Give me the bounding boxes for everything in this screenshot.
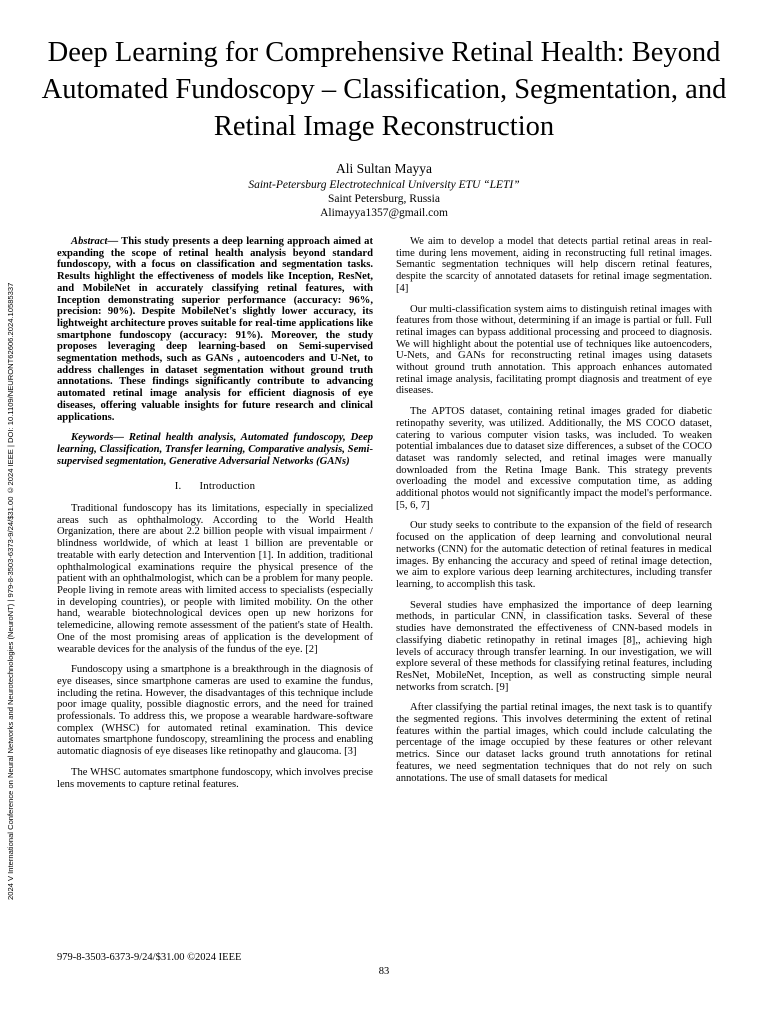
paragraph: We aim to develop a model that detects partial retinal areas in real-time during lens movement, aiding in reconstructing full retinal images. Semantic segmentation techniques will help discern retinal features, despite the scarcity of annotated datasets for retinal image segmentation. [4] bbox=[396, 236, 712, 294]
paragraph: After classifying the partial retinal images, the next task is to quantify the segmented regions. This involves determining the extent of retinal features within the partial images, which could include calculating the percentage of the image occupied by these features or other relevant metrics. Since our dataset lacks ground truth annotations for retinal features, we need segmentation techniques that do not rely on such annotations. The use of small datasets for medical bbox=[396, 702, 712, 784]
author-name: Ali Sultan Mayya bbox=[336, 161, 432, 176]
section-heading-introduction bbox=[57, 481, 373, 493]
doi-sidebar: 2024 V International Conference on Neural Networks and Neurotechnologies (NeuroNT) | 979-8-3503-6373-9/24/$31.00 ©2024 IEEE | DOI: 10.1109/NEURONT62606.2024.10585337 bbox=[6, 282, 15, 900]
author-affiliation: Saint-Petersburg Electrotechnical University ETU “LETI” bbox=[248, 179, 520, 191]
paragraph: Fundoscopy using a smartphone is a breakthrough in the diagnosis of eye diseases, since smartphone cameras are used to examine the fundus, including the retina. However, the disadvantages of this technique include poor image quality, possible diagnostic errors, and the need for trained professionals. To address this, we propose a wearable hardware-software complex (WHSC) for automated retinal examination. This device automates smartphone fundoscopy, streamlining the process and enabling automatic diagnosis of eye diseases like retinopathy and glaucoma. [3] bbox=[57, 664, 373, 758]
section-number: I. bbox=[174, 480, 182, 493]
paragraph: Our multi-classification system aims to distinguish retinal images with features from those without, determining if an image is partial or full. Full retinal images can bypass additional processing and proceed to diagnosis. We will highlight about the potential use of techniques like autoencoders, U-Nets, and GANs for reconstructing retinal images using datasets without ground truth annotation. This approach enhances automated retinal image analysis, facilitating prompt diagnosis and treatment of eye diseases. bbox=[396, 303, 712, 397]
keywords: Keywords— Retinal health analysis, Automated fundoscopy, Deep learning, Classification, Transfer learning, Comparative analysis, Semi-supervised segmentation, Generative Adversarial Networks (GANs) bbox=[57, 432, 373, 467]
paper-title: Deep Learning for Comprehensive Retinal Health: Beyond Automated Fundoscopy – Classification, Segmentation, and Retinal Image Reconstruction bbox=[41, 37, 727, 142]
paragraph: Our study seeks to contribute to the expansion of the field of research focused on the application of deep learning and convolutional neural networks (CNN) for the automatic detection of retinal features in medical images. By enhancing the accuracy and speed of retinal image detection, we aim to explore various deep learning architectures, including transfer learning, to accomplish this task. bbox=[396, 520, 712, 590]
author-location: Saint Petersburg, Russia bbox=[328, 193, 440, 205]
paragraph: Traditional fundoscopy has its limitations, especially in specialized areas such as ophthalmology. According to the World Health Organization, there are about 2.2 billion people with visual impairment / blindness worldwide, of which at least 1 billion are preventable or treatable with early detection and Intervention [1]. In addition, traditional ophthalmological examinations require the physical presence of the patient with an ophthalmologist, which can be a problem for many people. People living in remote areas with limited access to specialists (especially in developing countries), or people with limited mobility. On the other hand, wearable biotechnological devices open up new horizons for telemedicine, allowing remote assessment of the patient's state of Health. One of the most promising areas of application is the development of wearable devices for the analysis of the fundus of the eye. [2] bbox=[57, 503, 373, 655]
abstract-text: This study presents a deep learning approach aimed at expanding the scope of retinal health analysis beyond standard fundoscopy, with a focus on classification and segmentation tasks. Results highlight the effectiveness of models like Inception, ResNet, and MobileNet in accurately classifying retinal features, with Inception demonstrating superior performance (accuracy: 96%, precision: 90%). Despite MobileNet's slightly lower accuracy, its lightweight architecture proves suitable for real-time applications like smartphone fundoscopy (accuracy: 91%). Moreover, the study proposes leveraging deep learning-based on Semi-supervised segmentation methods, such as GANs , autoencoders and U-Net, to address challenges in dataset segmentation without ground truth annotations. These findings significantly contribute to advancing automated retinal image analysis for efficient diagnosis of eye diseases, offering valuable insights for future research and clinical applications. bbox=[57, 236, 373, 423]
paragraph: Several studies have emphasized the importance of deep learning methods, in particular CNN, in classification tasks. Several of these studies have demonstrated the effectiveness of CNN-based models in classifying diabetic retinopathy in retinal images [8],, achieving high levels of accuracy through transfer learning. In our investigation, we will explore several of these methods for classifying retinal features, including ResNet, MobileNet, Inception, as well as constructing simple neural networks from scratch. [9] bbox=[396, 599, 712, 693]
right-column bbox=[396, 236, 712, 793]
left-column bbox=[57, 236, 373, 799]
paragraph: The APTOS dataset, containing retinal images graded for diabetic retinopathy severity, was utilized. Additionally, the MS COCO dataset, catering to various computer vision tasks, was included. To weaken potential imbalances due to dataset size differences, a subset of the COCO dataset was randomly selected, and retinal images were manually downloaded from the Retina Image Bank. This strategy prevents overloading the model and excessive computation time, as adding additional photos would not significantly impact the model's performance. [5, 6, 7] bbox=[396, 406, 712, 511]
abstract-dash: — bbox=[107, 236, 119, 247]
section-title: Introduction bbox=[199, 480, 256, 493]
page-number: 83 bbox=[378, 966, 390, 977]
author-email: Alimayya1357@gmail.com bbox=[320, 207, 448, 219]
paragraph: The WHSC automates smartphone fundoscopy, which involves precise lens movements to capture retinal features. bbox=[57, 766, 373, 790]
abstract-label: Abstract bbox=[71, 236, 108, 247]
author-block bbox=[150, 160, 618, 220]
footer-copyright: 979-8-3503-6373-9/24/$31.00 ©2024 IEEE bbox=[57, 952, 242, 963]
abstract bbox=[57, 236, 373, 423]
